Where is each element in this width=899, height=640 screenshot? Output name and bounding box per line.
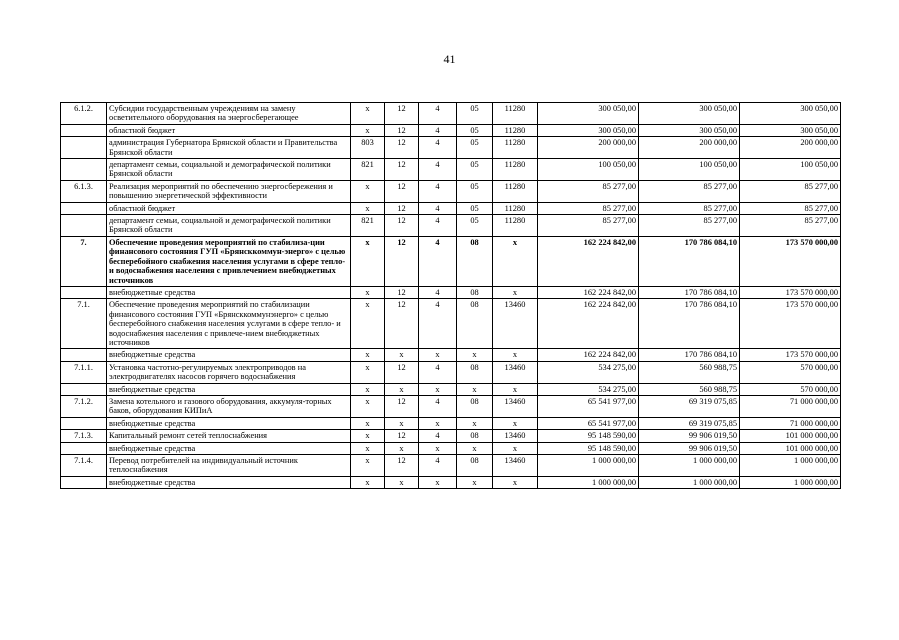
row-code	[61, 476, 107, 488]
row-name: администрация Губернатора Брянской области и Правительства Брянской области	[107, 137, 351, 159]
table-row	[61, 124, 841, 136]
table-body	[61, 103, 841, 489]
row-value-year-2: 100 050,00	[639, 159, 740, 181]
row-value-year-2: 170 786 084,10	[639, 236, 740, 286]
row-subsection: 4	[419, 215, 457, 237]
row-target-article: 11280	[493, 202, 538, 214]
row-subsection: х	[419, 476, 457, 488]
table-row	[61, 455, 841, 477]
row-subsection: 4	[419, 180, 457, 202]
row-name: внебюджетные средства	[107, 383, 351, 395]
row-value-year-2: 99 906 019,50	[639, 442, 740, 454]
row-value-year-2: 560 988,75	[639, 383, 740, 395]
row-admin-code: х	[351, 180, 385, 202]
row-code	[61, 286, 107, 298]
row-target-article: 11280	[493, 137, 538, 159]
row-value-year-2: 69 319 075,85	[639, 395, 740, 417]
row-value-year-3: 173 570 000,00	[740, 349, 841, 361]
row-code	[61, 159, 107, 181]
row-admin-code: 821	[351, 159, 385, 181]
row-value-year-3: 570 000,00	[740, 383, 841, 395]
table-row	[61, 286, 841, 298]
row-subsection: х	[419, 442, 457, 454]
table-row	[61, 299, 841, 349]
row-target-article: 11280	[493, 159, 538, 181]
row-value-year-1: 300 050,00	[538, 103, 639, 125]
row-value-year-3: 173 570 000,00	[740, 236, 841, 286]
row-value-year-3: 300 050,00	[740, 103, 841, 125]
row-code	[61, 383, 107, 395]
row-name: внебюджетные средства	[107, 476, 351, 488]
row-admin-code: х	[351, 476, 385, 488]
row-target-article: х	[493, 476, 538, 488]
table-row	[61, 215, 841, 237]
row-admin-code: х	[351, 349, 385, 361]
row-code: 6.1.3.	[61, 180, 107, 202]
table-row	[61, 349, 841, 361]
row-code	[61, 349, 107, 361]
table-row	[61, 103, 841, 125]
row-code	[61, 137, 107, 159]
row-target-article: 13460	[493, 395, 538, 417]
row-code: 7.1.3.	[61, 430, 107, 442]
row-code: 7.1.1.	[61, 361, 107, 383]
row-code: 7.1.2.	[61, 395, 107, 417]
row-name: областной бюджет	[107, 124, 351, 136]
row-value-year-1: 162 224 842,00	[538, 349, 639, 361]
row-section: 12	[385, 124, 419, 136]
table-row	[61, 180, 841, 202]
row-value-year-1: 534 275,00	[538, 383, 639, 395]
row-code: 7.	[61, 236, 107, 286]
table-row	[61, 236, 841, 286]
row-value-year-1: 1 000 000,00	[538, 476, 639, 488]
row-value-year-3: 200 000,00	[740, 137, 841, 159]
row-target-article: х	[493, 442, 538, 454]
row-value-year-1: 65 541 977,00	[538, 417, 639, 429]
row-section: 12	[385, 395, 419, 417]
row-admin-code: х	[351, 395, 385, 417]
row-value-year-1: 300 050,00	[538, 124, 639, 136]
row-value-year-3: 71 000 000,00	[740, 417, 841, 429]
row-admin-code: х	[351, 455, 385, 477]
row-value-year-1: 162 224 842,00	[538, 286, 639, 298]
row-admin-code: 821	[351, 215, 385, 237]
table-row	[61, 159, 841, 181]
row-section: 12	[385, 430, 419, 442]
row-admin-code: х	[351, 286, 385, 298]
row-section: 12	[385, 361, 419, 383]
row-section: 12	[385, 159, 419, 181]
row-value-year-1: 100 050,00	[538, 159, 639, 181]
row-program: 05	[457, 137, 493, 159]
row-admin-code: х	[351, 417, 385, 429]
row-value-year-3: 173 570 000,00	[740, 286, 841, 298]
row-subsection: 4	[419, 455, 457, 477]
row-subsection: 4	[419, 103, 457, 125]
row-value-year-1: 162 224 842,00	[538, 299, 639, 349]
row-name: внебюджетные средства	[107, 349, 351, 361]
row-name: Реализация мероприятий по обеспечению энергосбережения и повышению энергетической эффективности	[107, 180, 351, 202]
row-subsection: х	[419, 349, 457, 361]
row-value-year-3: 71 000 000,00	[740, 395, 841, 417]
table-row	[61, 442, 841, 454]
row-value-year-2: 69 319 075,85	[639, 417, 740, 429]
row-value-year-1: 85 277,00	[538, 180, 639, 202]
row-code: 6.1.2.	[61, 103, 107, 125]
row-program: 08	[457, 236, 493, 286]
table-row	[61, 476, 841, 488]
row-value-year-2: 560 988,75	[639, 361, 740, 383]
table-row	[61, 361, 841, 383]
row-value-year-1: 95 148 590,00	[538, 430, 639, 442]
row-subsection: 4	[419, 137, 457, 159]
row-section: 12	[385, 180, 419, 202]
row-value-year-3: 85 277,00	[740, 215, 841, 237]
row-program: 05	[457, 103, 493, 125]
row-value-year-2: 99 906 019,50	[639, 430, 740, 442]
row-code	[61, 202, 107, 214]
row-name: внебюджетные средства	[107, 417, 351, 429]
row-program: 05	[457, 202, 493, 214]
row-section: 12	[385, 286, 419, 298]
row-subsection: 4	[419, 159, 457, 181]
row-target-article: х	[493, 417, 538, 429]
row-program: 05	[457, 215, 493, 237]
row-program: х	[457, 417, 493, 429]
row-section: х	[385, 476, 419, 488]
row-value-year-2: 1 000 000,00	[639, 455, 740, 477]
row-name: внебюджетные средства	[107, 442, 351, 454]
table-row	[61, 395, 841, 417]
row-value-year-1: 85 277,00	[538, 202, 639, 214]
row-value-year-2: 200 000,00	[639, 137, 740, 159]
row-subsection: 4	[419, 202, 457, 214]
row-admin-code: х	[351, 299, 385, 349]
row-program: 08	[457, 395, 493, 417]
row-admin-code: х	[351, 103, 385, 125]
row-value-year-1: 1 000 000,00	[538, 455, 639, 477]
row-program: х	[457, 349, 493, 361]
row-name: Замена котельного и газового оборудования, аккумуля-торных баков, оборудования КИПиА	[107, 395, 351, 417]
row-subsection: х	[419, 383, 457, 395]
row-admin-code: х	[351, 430, 385, 442]
table-row	[61, 430, 841, 442]
row-program: 05	[457, 124, 493, 136]
row-name: внебюджетные средства	[107, 286, 351, 298]
table-row	[61, 202, 841, 214]
page-number: 41	[443, 52, 456, 66]
row-admin-code: х	[351, 442, 385, 454]
table-row	[61, 417, 841, 429]
row-value-year-2: 170 786 084,10	[639, 286, 740, 298]
row-section: 12	[385, 202, 419, 214]
row-value-year-3: 570 000,00	[740, 361, 841, 383]
row-subsection: 4	[419, 395, 457, 417]
row-target-article: 13460	[493, 361, 538, 383]
row-subsection: 4	[419, 299, 457, 349]
row-section: х	[385, 349, 419, 361]
row-value-year-2: 1 000 000,00	[639, 476, 740, 488]
row-admin-code: х	[351, 202, 385, 214]
row-value-year-1: 95 148 590,00	[538, 442, 639, 454]
row-target-article: х	[493, 236, 538, 286]
row-name: Обеспечение проведения мероприятий по стабилизации финансового состояния ГУП «Брянсккоммунэнерго» с целью бесперебойного снабжения населения услугами в сфере тепло- и водоснабжения населения с привлече-нием внебюджетных источников	[107, 299, 351, 349]
row-target-article: х	[493, 383, 538, 395]
row-value-year-3: 173 570 000,00	[740, 299, 841, 349]
row-admin-code: х	[351, 236, 385, 286]
row-subsection: х	[419, 417, 457, 429]
row-section: 12	[385, 215, 419, 237]
row-code	[61, 124, 107, 136]
row-section: 12	[385, 455, 419, 477]
row-subsection: 4	[419, 361, 457, 383]
row-name: Перевод потребителей на индивидуальный источник теплоснабжения	[107, 455, 351, 477]
row-program: 08	[457, 455, 493, 477]
row-admin-code: 803	[351, 137, 385, 159]
table-row	[61, 383, 841, 395]
row-code: 7.1.4.	[61, 455, 107, 477]
row-program: 08	[457, 286, 493, 298]
row-name: Обеспечение проведения мероприятий по стабилиза-ции финансового состояния ГУП «Брянсккоммун-энерго» с целью бесперебойного снабжения населения услугами в сфере тепло- и водоснабжения населения с привлечением внебюджетных источников	[107, 236, 351, 286]
row-section: х	[385, 442, 419, 454]
row-value-year-1: 162 224 842,00	[538, 236, 639, 286]
table-row	[61, 137, 841, 159]
row-value-year-3: 300 050,00	[740, 124, 841, 136]
row-value-year-1: 200 000,00	[538, 137, 639, 159]
row-section: 12	[385, 137, 419, 159]
row-program: х	[457, 383, 493, 395]
row-program: х	[457, 476, 493, 488]
row-name: департамент семьи, социальной и демографической политики Брянской области	[107, 215, 351, 237]
row-subsection: 4	[419, 236, 457, 286]
row-program: х	[457, 442, 493, 454]
row-value-year-3: 1 000 000,00	[740, 455, 841, 477]
row-value-year-1: 534 275,00	[538, 361, 639, 383]
row-target-article: 13460	[493, 299, 538, 349]
row-admin-code: х	[351, 383, 385, 395]
row-section: 12	[385, 103, 419, 125]
row-value-year-2: 300 050,00	[639, 103, 740, 125]
row-subsection: 4	[419, 124, 457, 136]
row-program: 05	[457, 180, 493, 202]
row-section: 12	[385, 236, 419, 286]
row-name: областной бюджет	[107, 202, 351, 214]
row-code	[61, 215, 107, 237]
row-subsection: 4	[419, 430, 457, 442]
row-value-year-2: 85 277,00	[639, 215, 740, 237]
row-name: Установка частотно-регулируемых электроприводов на электродвигателях насосов горячего водоснабжения	[107, 361, 351, 383]
row-value-year-3: 85 277,00	[740, 202, 841, 214]
row-section: 12	[385, 299, 419, 349]
row-value-year-2: 300 050,00	[639, 124, 740, 136]
row-subsection: 4	[419, 286, 457, 298]
row-value-year-2: 170 786 084,10	[639, 299, 740, 349]
row-name: Капитальный ремонт сетей теплоснабжения	[107, 430, 351, 442]
row-value-year-1: 65 541 977,00	[538, 395, 639, 417]
row-name: Субсидии государственным учреждениям на замену осветительного оборудования на энергосберегающее	[107, 103, 351, 125]
row-target-article: 13460	[493, 430, 538, 442]
row-program: 08	[457, 430, 493, 442]
row-value-year-1: 85 277,00	[538, 215, 639, 237]
row-target-article: 11280	[493, 124, 538, 136]
row-target-article: 11280	[493, 180, 538, 202]
row-value-year-2: 85 277,00	[639, 202, 740, 214]
row-section: х	[385, 417, 419, 429]
row-value-year-3: 100 050,00	[740, 159, 841, 181]
row-target-article: х	[493, 286, 538, 298]
row-value-year-3: 101 000 000,00	[740, 442, 841, 454]
row-code: 7.1.	[61, 299, 107, 349]
row-value-year-2: 85 277,00	[639, 180, 740, 202]
row-target-article: х	[493, 349, 538, 361]
row-value-year-3: 85 277,00	[740, 180, 841, 202]
row-admin-code: х	[351, 124, 385, 136]
row-admin-code: х	[351, 361, 385, 383]
row-code	[61, 417, 107, 429]
row-target-article: 11280	[493, 215, 538, 237]
row-target-article: 13460	[493, 455, 538, 477]
row-name: департамент семьи, социальной и демографической политики Брянской области	[107, 159, 351, 181]
row-program: 08	[457, 299, 493, 349]
row-code	[61, 442, 107, 454]
row-program: 05	[457, 159, 493, 181]
row-target-article: 11280	[493, 103, 538, 125]
row-program: 08	[457, 361, 493, 383]
row-value-year-2: 170 786 084,10	[639, 349, 740, 361]
row-value-year-3: 101 000 000,00	[740, 430, 841, 442]
budget-table	[60, 102, 841, 489]
row-section: х	[385, 383, 419, 395]
row-value-year-3: 1 000 000,00	[740, 476, 841, 488]
